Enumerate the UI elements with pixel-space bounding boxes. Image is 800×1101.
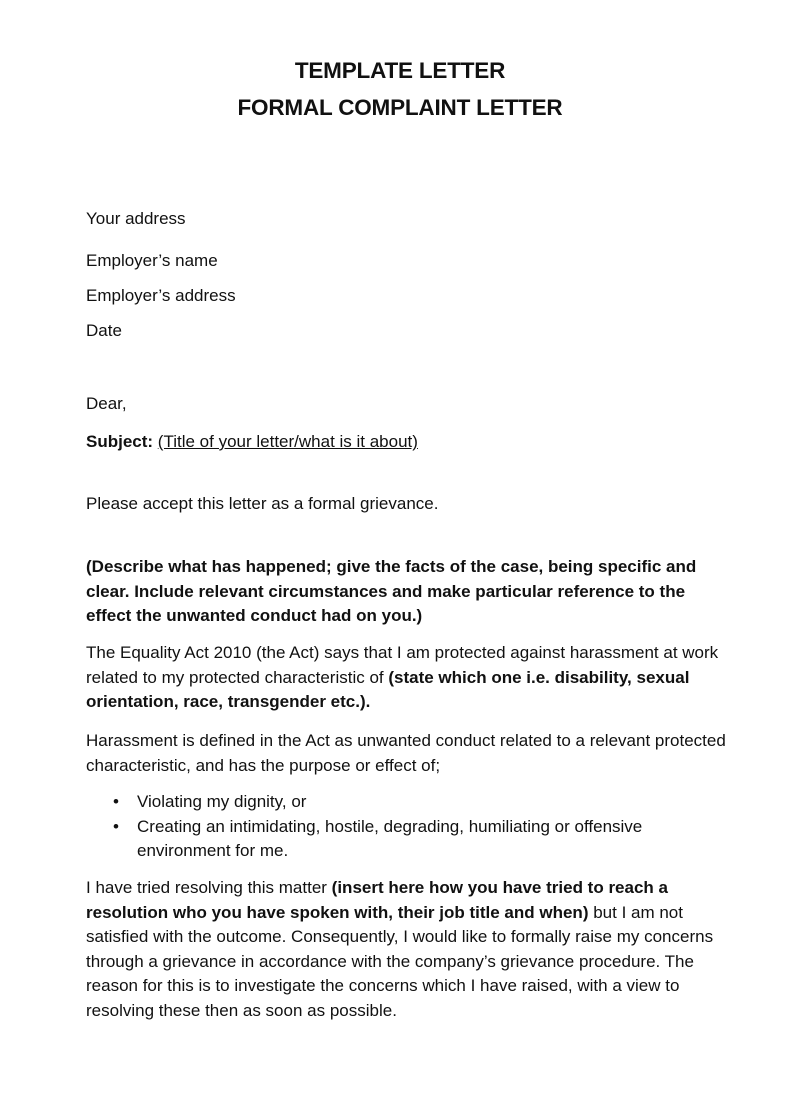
resolution-instruction: (insert here how you have tried to reach a resolution who you have spoken with, their job title and when) xyxy=(86,878,668,922)
equality-act-text: The Equality Act 2010 (the Act) says that I am protected against harassment at work related to my protected characteristic of xyxy=(86,643,719,687)
employer-name-line: Employer’s name xyxy=(86,251,218,270)
bullet-text: Creating an intimidating, hostile, degrading, humiliating or offensive environment for me. xyxy=(137,816,643,860)
resolution-text-before: I have tried resolving this matter xyxy=(86,878,332,897)
bullet-dot: • xyxy=(113,816,119,836)
subject-value: (Title of your letter/what is it about) xyxy=(157,432,418,451)
bullet-list xyxy=(86,790,726,864)
title-formal-complaint: FORMAL COMPLAINT LETTER xyxy=(237,95,563,120)
harassment-definition: Harassment is defined in the Act as unwanted conduct related to a relevant protected characteristic, and has the purpose or effect of; xyxy=(86,731,726,775)
employer-address-line: Employer’s address xyxy=(86,286,236,305)
resolution-paragraph xyxy=(86,876,726,1023)
title-template-letter: TEMPLATE LETTER xyxy=(294,58,506,83)
date-line: Date xyxy=(86,321,122,340)
bullet-dot: • xyxy=(113,792,119,811)
your-address-line: Your address xyxy=(86,209,186,228)
salutation: Dear, xyxy=(86,394,127,413)
list-item xyxy=(86,790,726,815)
resolution-text-after: but I am not satisfied with the outcome. Consequently, I would like to formally raise my concerns through a grievance in accordance with the company’s grievance procedure. The reason for this is to investigate the concerns which I have raised, with a view to resolving these then as soon as possible. xyxy=(86,902,714,1020)
subject-line xyxy=(86,430,418,454)
bullet-text: Violating my dignity, or xyxy=(137,792,307,811)
equality-act-paragraph xyxy=(86,641,726,715)
opening-line: Please accept this letter as a formal grievance. xyxy=(86,494,439,513)
subject-label: Subject: xyxy=(86,432,154,451)
list-item xyxy=(86,815,726,864)
equality-act-instruction: (state which one i.e. disability, sexual orientation, race, transgender etc.). xyxy=(86,667,690,711)
describe-instruction: (Describe what has happened; give the facts of the case, being specific and clear. Include relevant circumstances and make particular reference to the effect the unwanted conduct had on you.) xyxy=(86,557,697,625)
